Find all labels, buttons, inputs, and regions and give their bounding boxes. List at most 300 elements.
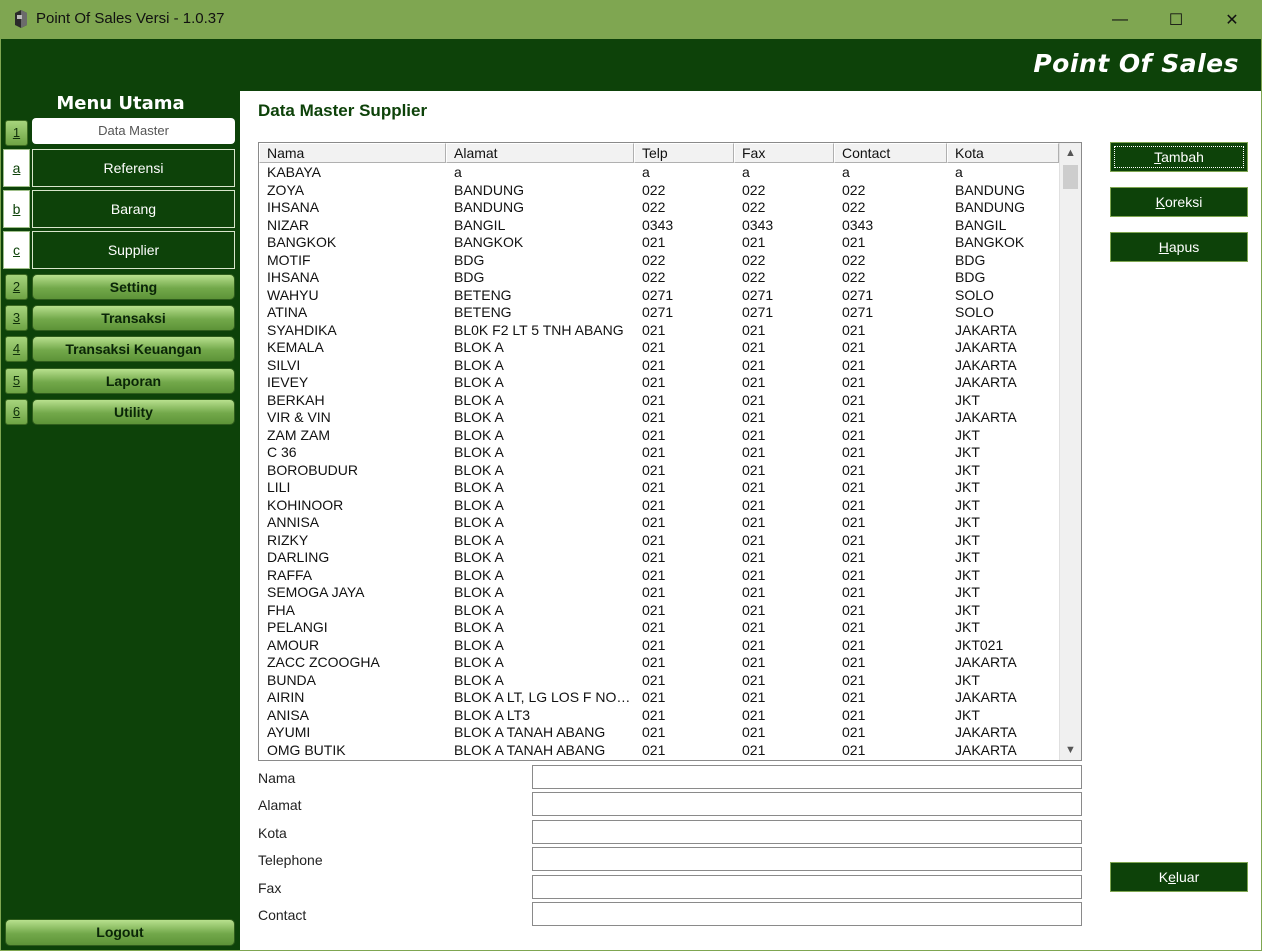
table-row[interactable] <box>259 217 1059 235</box>
column-header-nama[interactable]: Nama <box>259 143 446 163</box>
table-cell: KABAYA <box>267 164 321 180</box>
table-cell: JKT <box>955 671 980 688</box>
table-cell: 021 <box>642 234 666 250</box>
table-cell: 021 <box>642 391 666 408</box>
table-row[interactable] <box>259 252 1059 270</box>
table-cell: JKT <box>955 584 980 600</box>
table-cell: 0271 <box>742 286 774 303</box>
nama-field[interactable] <box>532 765 1082 789</box>
table-cell: BLOK A <box>454 636 504 653</box>
table-cell: 021 <box>642 461 666 478</box>
submenu-item-barang[interactable]: Barang <box>32 190 235 228</box>
table-cell: 022 <box>742 181 766 198</box>
table-cell: BETENG <box>454 286 512 303</box>
table-cell: JAKARTA <box>955 356 1017 373</box>
table-cell: a <box>454 164 462 180</box>
minimize-icon: — <box>1112 10 1128 28</box>
table-row[interactable] <box>259 532 1059 550</box>
column-header-telp[interactable]: Telp <box>634 143 734 163</box>
table-row[interactable] <box>259 479 1059 497</box>
table-cell: PELANGI <box>267 619 328 635</box>
hapus-accesskey: H <box>1158 239 1169 255</box>
table-cell: 021 <box>642 724 666 740</box>
table-cell: 021 <box>742 356 766 373</box>
koreksi-label: oreksi <box>1164 194 1203 210</box>
table-cell: JKT <box>955 514 980 530</box>
table-cell: LILI <box>267 479 291 495</box>
table-cell: 021 <box>642 706 666 723</box>
table-cell: 021 <box>842 531 866 548</box>
table-row[interactable] <box>259 619 1059 637</box>
scroll-up-icon[interactable]: ▲ <box>1065 147 1076 159</box>
table-cell: 021 <box>842 496 866 513</box>
table-cell: 021 <box>642 356 666 373</box>
table-cell: RIZKY <box>267 531 309 548</box>
submenu-key-a[interactable]: a <box>3 149 30 187</box>
table-cell: a <box>955 164 963 180</box>
table-cell: 021 <box>842 426 866 443</box>
table-cell: 021 <box>842 601 866 618</box>
sidebar-title: Menu Utama <box>56 93 185 114</box>
column-header-fax[interactable]: Fax <box>734 143 834 163</box>
page-title: Data Master Supplier <box>258 101 428 120</box>
table-row[interactable] <box>259 199 1059 217</box>
table-header <box>259 143 1059 163</box>
koreksi-button[interactable] <box>1110 187 1248 217</box>
table-cell: KEMALA <box>267 339 324 355</box>
table-row[interactable] <box>259 357 1059 375</box>
table-cell: 021 <box>642 549 666 565</box>
table-cell: 021 <box>742 689 766 705</box>
table-cell: 022 <box>742 269 766 285</box>
menu-key-5[interactable]: 5 <box>5 368 28 394</box>
table-cell: BLOK A TANAH ABANG <box>454 741 606 758</box>
table-cell: BLOK A <box>454 339 504 355</box>
table-cell: 021 <box>742 496 766 513</box>
table-cell: 0343 <box>842 216 874 233</box>
sidebar <box>1 91 240 950</box>
table-row[interactable] <box>259 287 1059 305</box>
table-cell: 022 <box>742 199 766 215</box>
table-cell: 022 <box>842 269 866 285</box>
table-row[interactable] <box>259 444 1059 462</box>
table-row[interactable] <box>259 602 1059 620</box>
table-cell: 022 <box>842 199 866 215</box>
table-cell: 022 <box>642 199 666 215</box>
table-cell: 021 <box>842 479 866 495</box>
table-cell: 021 <box>842 356 866 373</box>
table-row[interactable] <box>259 584 1059 602</box>
table-cell: OMG BUTIK <box>267 741 346 758</box>
table-cell: 021 <box>642 689 666 705</box>
table-cell: JKT <box>955 706 980 723</box>
logout-button[interactable]: Logout <box>5 919 235 946</box>
table-cell: JKT <box>955 391 980 408</box>
table-cell: 021 <box>742 636 766 653</box>
maximize-icon: ☐ <box>1168 11 1184 29</box>
table-cell: JAKARTA <box>955 409 1017 425</box>
table-row[interactable] <box>259 374 1059 392</box>
tambah-accesskey: T <box>1154 149 1162 165</box>
table-cell: 021 <box>742 426 766 443</box>
telephone-field[interactable] <box>532 847 1082 871</box>
table-cell: BLOK A <box>454 671 504 688</box>
table-cell: 021 <box>842 409 866 425</box>
table-cell: BLOK A <box>454 549 504 565</box>
table-cell: BLOK A <box>454 391 504 408</box>
table-cell: 021 <box>742 479 766 495</box>
table-row[interactable] <box>259 409 1059 427</box>
table-body <box>259 164 1059 759</box>
tambah-button[interactable] <box>1110 142 1248 172</box>
table-cell: 021 <box>642 671 666 688</box>
table-row[interactable] <box>259 269 1059 287</box>
table-cell: 022 <box>642 269 666 285</box>
table-cell: BOROBUDUR <box>267 461 359 478</box>
table-row[interactable] <box>259 304 1059 322</box>
keluar-accesskey: e <box>1168 869 1176 885</box>
table-row[interactable] <box>259 462 1059 480</box>
table-cell: JAKARTA <box>955 724 1017 740</box>
table-cell: WAHYU <box>267 286 319 303</box>
telephone-label: Telephone <box>258 852 323 868</box>
menu-key-4[interactable]: 4 <box>5 336 28 362</box>
minimize-button[interactable] <box>1092 0 1148 39</box>
table-row[interactable] <box>259 339 1059 357</box>
table-cell: JKT <box>955 531 980 548</box>
menu-key-1[interactable]: 1 <box>5 120 28 146</box>
table-cell: BANGIL <box>454 216 506 233</box>
table-cell: FHA <box>267 601 295 618</box>
table-cell: BDG <box>955 269 986 285</box>
table-cell: 021 <box>642 321 666 338</box>
table-cell: BDG <box>955 251 986 268</box>
table-cell: BANDUNG <box>955 181 1026 198</box>
table-cell: 021 <box>642 374 666 390</box>
table-cell: 021 <box>742 531 766 548</box>
table-row[interactable] <box>259 182 1059 200</box>
table-cell: 021 <box>642 636 666 653</box>
menu-item-laporan[interactable]: Laporan <box>32 368 235 394</box>
table-cell: 021 <box>742 444 766 460</box>
table-cell: 021 <box>642 426 666 443</box>
table-cell: BANDUNG <box>955 199 1026 215</box>
table-cell: AYUMI <box>267 724 311 740</box>
table-cell: AMOUR <box>267 636 320 653</box>
keluar-button[interactable] <box>1110 862 1248 892</box>
table-cell: JAKARTA <box>955 339 1017 355</box>
table-cell: JAKARTA <box>955 741 1017 758</box>
table-cell: 021 <box>642 654 666 670</box>
table-cell: JKT <box>955 549 980 565</box>
table-cell: BL0K F2 LT 5 TNH ABANG <box>454 321 624 338</box>
scroll-down-icon[interactable]: ▼ <box>1065 744 1076 756</box>
menu-key-6[interactable]: 6 <box>5 399 28 425</box>
table-cell: 021 <box>742 549 766 565</box>
table-cell: SILVI <box>267 356 301 373</box>
table-row[interactable] <box>259 654 1059 672</box>
table-cell: BANDUNG <box>454 199 525 215</box>
column-header-alamat[interactable]: Alamat <box>446 143 634 163</box>
table-cell: 021 <box>742 374 766 390</box>
column-header-kota[interactable]: Kota <box>947 143 1059 163</box>
table-cell: 021 <box>642 339 666 355</box>
table-cell: 0343 <box>642 216 674 233</box>
table-cell: BDG <box>454 251 485 268</box>
submenu-item-supplier[interactable]: Supplier <box>32 231 235 269</box>
table-cell: BERKAH <box>267 391 325 408</box>
fax-field[interactable] <box>532 875 1082 899</box>
table-cell: BLOK A <box>454 374 504 390</box>
table-row[interactable] <box>259 392 1059 410</box>
submenu-item-referensi[interactable]: Referensi <box>32 149 235 187</box>
table-cell: 021 <box>842 566 866 583</box>
table-cell: 021 <box>642 479 666 495</box>
table-cell: JKT021 <box>955 636 1004 653</box>
table-cell: 021 <box>842 636 866 653</box>
table-cell: AIRIN <box>267 689 305 705</box>
table-cell: RAFFA <box>267 566 313 583</box>
table-cell: BANGKOK <box>454 234 524 250</box>
table-cell: 0271 <box>842 304 874 320</box>
table-cell: IHSANA <box>267 269 320 285</box>
table-cell: SYAHDIKA <box>267 321 337 338</box>
table-cell: 0271 <box>742 304 774 320</box>
table-cell: 021 <box>642 514 666 530</box>
keluar-label-pre: K <box>1158 869 1169 885</box>
table-cell: 021 <box>642 496 666 513</box>
table-cell: 021 <box>642 601 666 618</box>
table-cell: 021 <box>642 409 666 425</box>
table-cell: a <box>742 164 750 180</box>
table-row[interactable] <box>259 322 1059 340</box>
alamat-label: Alamat <box>258 797 302 813</box>
table-cell: 021 <box>742 234 766 250</box>
tambah-label: ambah <box>1161 149 1204 165</box>
table-cell: 022 <box>842 181 866 198</box>
table-cell: BLOK A <box>454 601 504 618</box>
table-cell: MOTIF <box>267 251 311 268</box>
table-cell: 021 <box>742 741 766 758</box>
submenu-key-c[interactable]: c <box>3 231 30 269</box>
table-cell: BLOK A <box>454 584 504 600</box>
table-cell: JAKARTA <box>955 321 1017 338</box>
supplier-table[interactable] <box>258 142 1082 761</box>
contact-label: Contact <box>258 907 307 923</box>
table-cell: BLOK A <box>454 444 504 460</box>
table-cell: SOLO <box>955 304 994 320</box>
table-cell: 021 <box>642 566 666 583</box>
table-row[interactable] <box>259 549 1059 567</box>
table-cell: 0271 <box>642 286 674 303</box>
table-cell: JKT <box>955 426 980 443</box>
table-cell: 021 <box>842 321 866 338</box>
table-cell: ATINA <box>267 304 308 320</box>
table-cell: 021 <box>742 619 766 635</box>
table-row[interactable] <box>259 707 1059 725</box>
table-cell: BANGKOK <box>267 234 337 250</box>
table-cell: 022 <box>842 251 866 268</box>
close-button[interactable] <box>1204 0 1260 39</box>
table-cell: IEVEY <box>267 374 309 390</box>
scroll-thumb[interactable] <box>1063 165 1078 189</box>
table-cell: KOHINOOR <box>267 496 344 513</box>
table-row[interactable] <box>259 724 1059 742</box>
table-cell: BLOK A <box>454 654 504 670</box>
column-header-contact[interactable]: Contact <box>834 143 947 163</box>
table-cell: a <box>842 164 850 180</box>
table-cell: 021 <box>742 339 766 355</box>
table-cell: 021 <box>742 584 766 600</box>
table-cell: JKT <box>955 496 980 513</box>
table-cell: BANGKOK <box>955 234 1025 250</box>
table-row[interactable] <box>259 689 1059 707</box>
table-cell: BLOK A <box>454 461 504 478</box>
table-cell: JKT <box>955 619 980 635</box>
table-cell: 021 <box>642 619 666 635</box>
nama-label: Nama <box>258 770 296 786</box>
table-cell: JKT <box>955 461 980 478</box>
table-cell: 021 <box>842 706 866 723</box>
window-title: Point Of Sales Versi - 1.0.37 <box>36 10 225 27</box>
maximize-button[interactable] <box>1148 0 1204 39</box>
table-cell: 021 <box>842 584 866 600</box>
table-row[interactable] <box>259 497 1059 515</box>
table-cell: BANGIL <box>955 216 1007 233</box>
table-cell: JAKARTA <box>955 374 1017 390</box>
table-cell: 021 <box>742 706 766 723</box>
menu-key-2[interactable]: 2 <box>5 274 28 300</box>
table-cell: ANISA <box>267 706 310 723</box>
table-cell: 021 <box>842 234 866 250</box>
table-cell: BETENG <box>454 304 512 320</box>
menu-item-transaksi-keuangan[interactable]: Transaksi Keuangan <box>32 336 235 362</box>
table-cell: 021 <box>742 671 766 688</box>
app-header-title: Point Of Sales <box>1033 49 1239 78</box>
close-icon: ✕ <box>1225 11 1239 29</box>
table-row[interactable] <box>259 637 1059 655</box>
table-cell: 021 <box>842 391 866 408</box>
title-bar <box>0 0 1262 39</box>
table-cell: 021 <box>842 724 866 740</box>
table-cell: 021 <box>842 374 866 390</box>
table-cell: ZAM ZAM <box>267 426 330 443</box>
table-cell: DARLING <box>267 549 330 565</box>
table-cell: 021 <box>642 444 666 460</box>
table-row[interactable] <box>259 672 1059 690</box>
table-cell: 021 <box>642 741 666 758</box>
table-cell: 021 <box>842 619 866 635</box>
table-cell: BLOK A LT, LG LOS F NO.… <box>454 689 634 705</box>
table-row[interactable] <box>259 234 1059 252</box>
table-cell: 021 <box>742 654 766 670</box>
table-cell: 021 <box>742 461 766 478</box>
hapus-label: apus <box>1168 239 1200 255</box>
table-cell: 021 <box>842 671 866 688</box>
table-cell: BLOK A <box>454 479 504 495</box>
table-cell: 021 <box>842 689 866 705</box>
kota-field[interactable] <box>532 820 1082 844</box>
submenu-key-b[interactable]: b <box>3 190 30 228</box>
table-cell: 021 <box>742 601 766 618</box>
table-cell: JAKARTA <box>955 654 1017 670</box>
table-cell: JAKARTA <box>955 689 1017 705</box>
fax-label: Fax <box>258 880 282 896</box>
table-cell: JKT <box>955 444 980 460</box>
main-content <box>240 91 1261 950</box>
hapus-button[interactable] <box>1110 232 1248 262</box>
app-icon <box>12 9 30 29</box>
table-cell: 022 <box>642 181 666 198</box>
table-cell: BUNDA <box>267 671 317 688</box>
table-cell: 021 <box>742 321 766 338</box>
table-cell: 021 <box>842 514 866 530</box>
table-cell: VIR & VIN <box>267 409 331 425</box>
table-cell: C 36 <box>267 444 297 460</box>
table-row[interactable] <box>259 164 1059 182</box>
menu-item-data-master[interactable]: Data Master <box>32 118 235 144</box>
menu-key-3[interactable]: 3 <box>5 305 28 331</box>
table-cell: BLOK A LT3 <box>454 706 531 723</box>
table-cell: NIZAR <box>267 216 309 233</box>
table-cell: 021 <box>642 584 666 600</box>
table-cell: IHSANA <box>267 199 320 215</box>
koreksi-accesskey: K <box>1155 194 1165 210</box>
table-cell: 021 <box>742 566 766 583</box>
table-cell: BLOK A <box>454 409 504 425</box>
table-row[interactable] <box>259 427 1059 445</box>
table-row[interactable] <box>259 514 1059 532</box>
table-cell: BLOK A <box>454 619 504 635</box>
table-cell: BDG <box>454 269 485 285</box>
table-cell: 0271 <box>842 286 874 303</box>
table-cell: JKT <box>955 601 980 618</box>
alamat-field[interactable] <box>532 792 1082 816</box>
menu-item-setting[interactable]: Setting <box>32 274 235 300</box>
table-cell: 021 <box>842 549 866 565</box>
table-cell: 021 <box>842 444 866 460</box>
table-cell: 021 <box>842 654 866 670</box>
table-cell: BLOK A <box>454 426 504 443</box>
menu-item-transaksi[interactable]: Transaksi <box>32 305 235 331</box>
table-cell: BLOK A <box>454 514 504 530</box>
table-cell: 022 <box>642 251 666 268</box>
table-cell: 0343 <box>742 216 774 233</box>
table-cell: 021 <box>742 409 766 425</box>
table-cell: 021 <box>842 741 866 758</box>
table-cell: JKT <box>955 479 980 495</box>
table-cell: 021 <box>742 724 766 740</box>
table-cell: 021 <box>842 461 866 478</box>
table-cell: ZACC ZCOOGHA <box>267 654 380 670</box>
table-row[interactable] <box>259 567 1059 585</box>
table-cell: BLOK A <box>454 356 504 373</box>
menu-item-utility[interactable]: Utility <box>32 399 235 425</box>
table-cell: a <box>642 164 650 180</box>
table-cell: BLOK A <box>454 496 504 513</box>
kota-label: Kota <box>258 825 287 841</box>
vertical-scrollbar[interactable] <box>1059 143 1081 760</box>
table-cell: 021 <box>842 339 866 355</box>
contact-field[interactable] <box>532 902 1082 926</box>
table-cell: ZOYA <box>267 181 305 198</box>
table-cell: ANNISA <box>267 514 320 530</box>
table-cell: SEMOGA JAYA <box>267 584 365 600</box>
table-cell: 021 <box>742 391 766 408</box>
table-row[interactable] <box>259 742 1059 760</box>
table-cell: 022 <box>742 251 766 268</box>
keluar-label: luar <box>1175 869 1200 885</box>
